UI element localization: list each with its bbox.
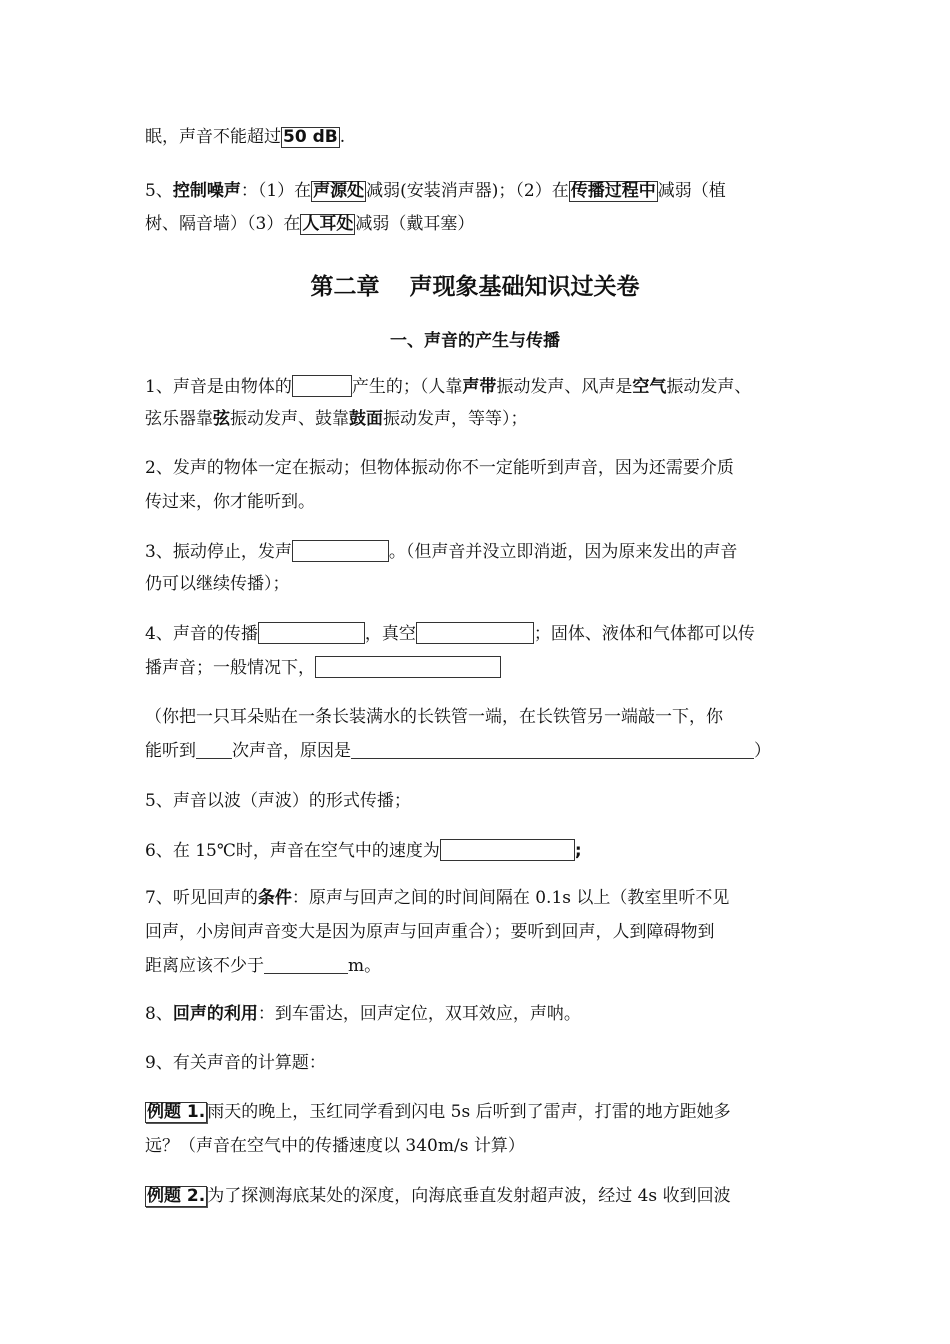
blank-field-4c[interactable] <box>315 656 501 678</box>
answer-box-transmission: 传播过程中 <box>570 181 656 201</box>
item-6: 6、在 15℃时，声音在空气中的速度为 ; <box>145 841 582 861</box>
item-7-line-3: 距离应该不少于 m。 <box>145 956 382 976</box>
underline-blank-count[interactable] <box>196 742 232 759</box>
item-2-line-1: 2、发声的物体一定在振动；但物体振动你不一定能听到声音，因为还需要介质 <box>145 458 734 478</box>
example-2-label: 例题 2. <box>147 1186 206 1206</box>
item-4-experiment-line-2: 能听到 次声音，原因是 ） <box>145 741 771 761</box>
example-1-label: 例题 1. <box>147 1102 206 1122</box>
blank-field-4a[interactable] <box>258 622 365 644</box>
chapter-title: 第二章 声现象基础知识过关卷 <box>310 274 640 300</box>
item-1-line-2: 弦乐器靠弦振动发声、鼓靠鼓面振动发声，等等）； <box>145 409 528 429</box>
answer-box-ear: 人耳处 <box>302 214 354 234</box>
item-3-line-2: 仍可以继续传播）； <box>145 574 290 594</box>
underline-blank-distance[interactable] <box>264 957 348 974</box>
echo-use-label: 回声的利用 <box>172 1004 258 1024</box>
blank-field-4b[interactable] <box>416 622 534 644</box>
item-3-line-1: 3、振动停止，发声 。（但声音并没立即消逝，因为原来发出的声音 <box>145 542 738 562</box>
blank-field-6[interactable] <box>440 839 575 861</box>
item-5: 5、声音以波（声波）的形式传播； <box>145 791 411 811</box>
underline-blank-reason[interactable] <box>351 742 754 759</box>
item-9: 9、有关声音的计算题： <box>145 1053 326 1073</box>
item-4-line-1: 4、声音的传播 ，真空 ；固体、液体和气体都可以传 <box>145 624 755 644</box>
example-2-line-1: 例题 2. 为了探测海底某处的深度，向海底垂直发射超声波，经过 4s 收到回波 <box>147 1186 731 1206</box>
item-4-line-2: 播声音；一般情况下， <box>145 656 501 678</box>
answer-box-source: 声源处 <box>313 181 365 201</box>
example-1-line-1: 例题 1. 雨天的晚上，玉红同学看到闪电 5s 后听到了雷声，打雷的地方距她多 <box>147 1102 731 1122</box>
item-2-line-2: 传过来，你才能听到。 <box>145 492 315 512</box>
item-1-line-1: 1、声音是由物体的 产生的；（人靠声带振动发声、风声是空气振动发声、 <box>145 377 752 397</box>
blank-field-1[interactable] <box>292 375 352 397</box>
line-noise-control-2: 树、隔音墙）（3）在 人耳处 减弱（戴耳塞） <box>145 214 475 234</box>
example-1-line-2: 远？（声音在空气中的传播速度以 340m/s 计算） <box>145 1136 525 1156</box>
blank-field-3[interactable] <box>292 540 389 562</box>
condition-label: 条件 <box>257 888 292 908</box>
item-7-line-1: 7、听见回声的条件：原声与回声之间的时间间隔在 0.1s 以上（教室里听不见 <box>145 888 730 908</box>
item-8: 8、回声的利用：到车雷达，回声定位，双耳效应，声呐。 <box>145 1004 581 1024</box>
answer-box-50db: 50 dB <box>283 127 338 147</box>
line-noise-limit: 眠，声音不能超过 50 dB . <box>145 127 346 147</box>
line-noise-control-1: 5、控制噪声：（1）在 声源处 减弱(安装消声器)；（2）在 传播过程中 减弱（植 <box>145 181 726 201</box>
item-7-line-2: 回声，小房间声音变大是因为原声与回声重合）；要听到回声，人到障碍物到 <box>145 922 715 942</box>
section-heading: 一、声音的产生与传播 <box>390 331 560 351</box>
item-4-experiment-line-1: （你把一只耳朵贴在一条长装满水的长铁管一端，在长铁管另一端敲一下，你 <box>145 707 723 727</box>
noise-control-label: 控制噪声 <box>172 181 241 201</box>
